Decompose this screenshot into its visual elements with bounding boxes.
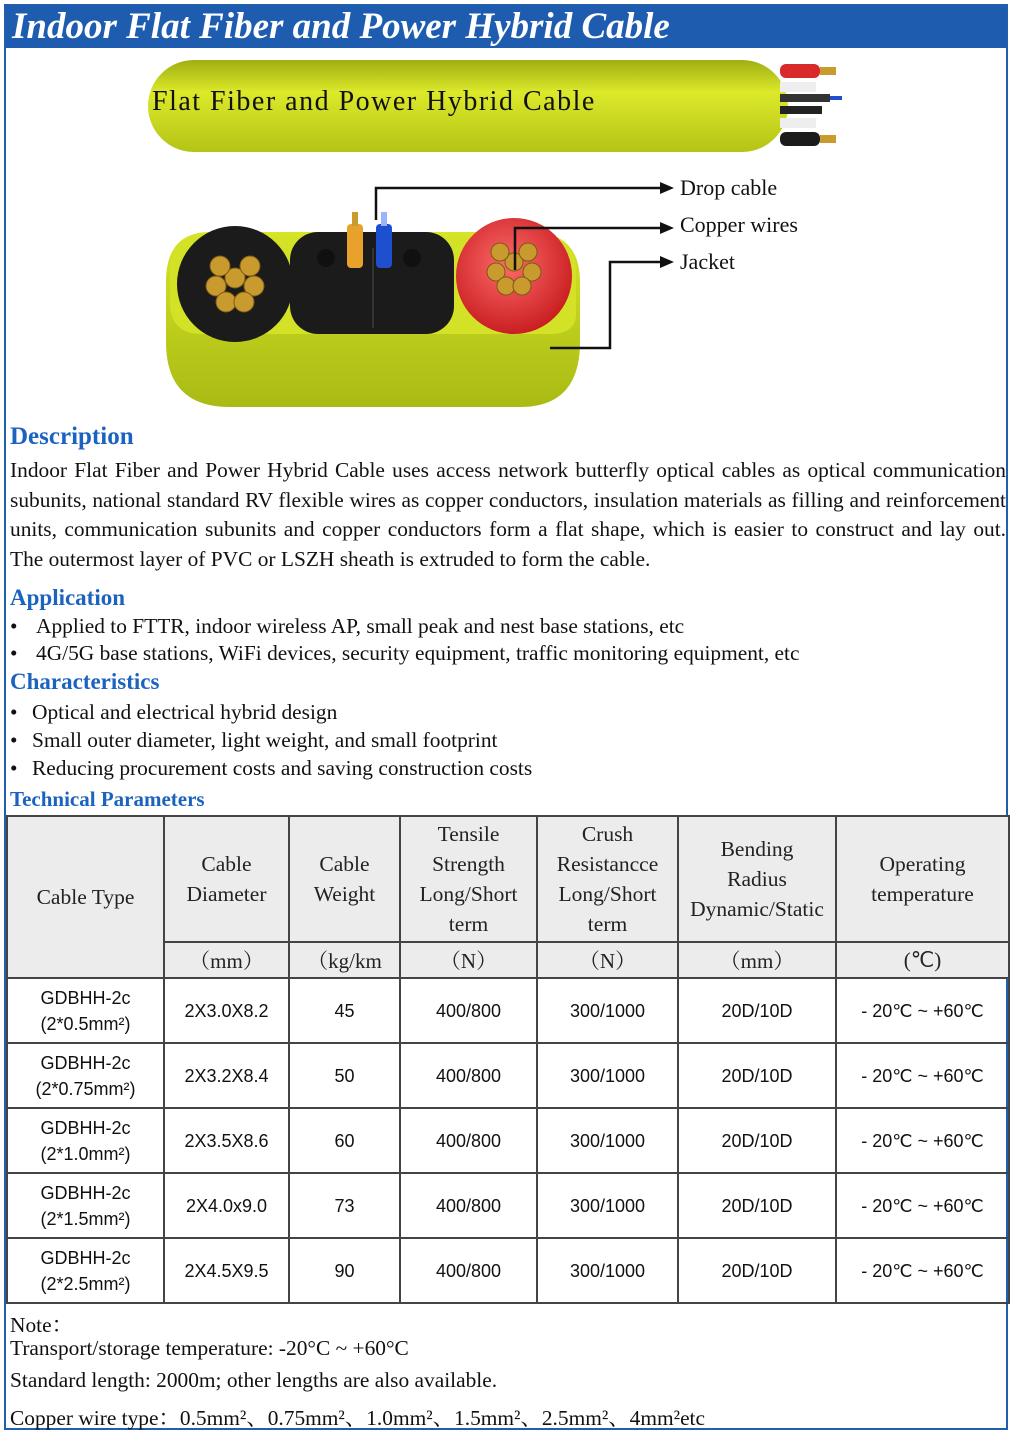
header-bending-radius: Bending Radius Dynamic/Static — [678, 816, 836, 942]
unit-weight: （kg/km — [289, 942, 400, 978]
cell-tensile: 400/800 — [400, 1238, 537, 1303]
table-header-row — [7, 816, 1009, 942]
cell-temperature: - 20℃ ~ +60℃ — [836, 1043, 1009, 1108]
cell-bending: 20D/10D — [678, 978, 836, 1043]
table-row — [7, 1043, 1009, 1108]
cell-temperature: - 20℃ ~ +60℃ — [836, 1173, 1009, 1238]
unit-tensile: （N） — [400, 942, 537, 978]
unit-diameter: （mm） — [164, 942, 289, 978]
flat-cable-side-view — [148, 60, 842, 152]
note-standard-length: Standard length: 2000m; other lengths are also available. — [10, 1368, 498, 1392]
cell-cable-type: GDBHH-2c (2*0.75mm²) — [7, 1043, 164, 1108]
unit-temperature: (℃) — [836, 942, 1009, 978]
table-row — [7, 1173, 1009, 1238]
header-cable-type: Cable Type — [7, 816, 164, 978]
cell-crush: 300/1000 — [537, 1238, 678, 1303]
characteristics-item: • Small outer diameter, light weight, and small footprint — [10, 728, 498, 752]
cell-temperature: - 20℃ ~ +60℃ — [836, 978, 1009, 1043]
description-text: Indoor Flat Fiber and Power Hybrid Cable uses access network butterfly optical cables as optical communication subunits, national standard RV flexible wires as copper conductors, insulation materials as filling and reinforcement units, communication subunits and copper conductors form a flat shape, which is easier to construct and lay out. The outermost layer of PVC or LSZH sheath is extruded to form the cable. — [10, 458, 1006, 571]
application-item: • Applied to FTTR, indoor wireless AP, small peak and nest base stations, etc — [10, 614, 685, 638]
cell-bending: 20D/10D — [678, 1173, 836, 1238]
cell-diameter: 2X3.0X8.2 — [164, 978, 289, 1043]
table-row — [7, 978, 1009, 1043]
cell-crush: 300/1000 — [537, 1173, 678, 1238]
cell-diameter: 2X3.5X8.6 — [164, 1108, 289, 1173]
note-transport-temperature: Transport/storage temperature: -20°C ~ +60°C — [10, 1336, 409, 1360]
cell-weight: 90 — [289, 1238, 400, 1303]
cell-crush: 300/1000 — [537, 1108, 678, 1173]
application-heading: Application — [10, 585, 126, 610]
cell-weight: 73 — [289, 1173, 400, 1238]
unit-crush: （N） — [537, 942, 678, 978]
cell-bending: 20D/10D — [678, 1043, 836, 1108]
cable-illustration — [140, 52, 860, 412]
cell-cable-type: GDBHH-2c (2*1.5mm²) — [7, 1173, 164, 1238]
callout-copper-wires: Copper wires — [680, 212, 798, 237]
callout-drop-cable: Drop cable — [680, 175, 778, 200]
note-label: Note： — [10, 1313, 73, 1337]
characteristics-item: • Reducing procurement costs and saving construction costs — [10, 756, 533, 780]
cell-tensile: 400/800 — [400, 1173, 537, 1238]
header-cable-weight: Cable Weight — [289, 816, 400, 942]
characteristics-heading: Characteristics — [10, 669, 160, 694]
cell-diameter: 2X4.5X9.5 — [164, 1238, 289, 1303]
cell-diameter: 2X4.0x9.0 — [164, 1173, 289, 1238]
cell-tensile: 400/800 — [400, 1043, 537, 1108]
header-operating-temperature: Operating temperature — [836, 816, 1009, 942]
table-row — [7, 1238, 1009, 1303]
technical-parameters-table — [6, 815, 1010, 1304]
cell-weight: 45 — [289, 978, 400, 1043]
header-cable-diameter: Cable Diameter — [164, 816, 289, 942]
cell-bending: 20D/10D — [678, 1108, 836, 1173]
technical-heading: Technical Parameters — [10, 787, 205, 811]
title-bar — [6, 6, 1006, 48]
cell-cable-type: GDBHH-2c (2*2.5mm²) — [7, 1238, 164, 1303]
note-copper-wire-type: Copper wire type：0.5mm²、0.75mm²、1.0mm²、1.5mm²、2.5mm²、4mm²etc — [10, 1406, 705, 1430]
cell-tensile: 400/800 — [400, 978, 537, 1043]
cell-cable-type: GDBHH-2c (2*1.0mm²) — [7, 1108, 164, 1173]
cell-weight: 60 — [289, 1108, 400, 1173]
cell-crush: 300/1000 — [537, 1043, 678, 1108]
unit-bending: （mm） — [678, 942, 836, 978]
cell-temperature: - 20℃ ~ +60℃ — [836, 1238, 1009, 1303]
table-row — [7, 1108, 1009, 1173]
cell-weight: 50 — [289, 1043, 400, 1108]
cell-crush: 300/1000 — [537, 978, 678, 1043]
cable-cross-section — [166, 212, 580, 407]
cell-bending: 20D/10D — [678, 1238, 836, 1303]
header-tensile-strength: Tensile Strength Long/Short term — [400, 816, 537, 942]
cell-cable-type: GDBHH-2c (2*0.5mm²) — [7, 978, 164, 1043]
callout-jacket: Jacket — [680, 249, 735, 274]
characteristics-item: • Optical and electrical hybrid design — [10, 700, 338, 724]
cable-print: Flat Fiber and Power Hybrid Cable — [152, 86, 596, 117]
cell-tensile: 400/800 — [400, 1108, 537, 1173]
page-title: Indoor Flat Fiber and Power Hybrid Cable — [12, 6, 670, 47]
description-heading: Description — [10, 423, 134, 450]
cell-diameter: 2X3.2X8.4 — [164, 1043, 289, 1108]
cell-temperature: - 20℃ ~ +60℃ — [836, 1108, 1009, 1173]
header-crush-resistance: Crush Resistancce Long/Short term — [537, 816, 678, 942]
application-item: • 4G/5G base stations, WiFi devices, security equipment, traffic monitoring equipment, etc — [10, 641, 800, 665]
